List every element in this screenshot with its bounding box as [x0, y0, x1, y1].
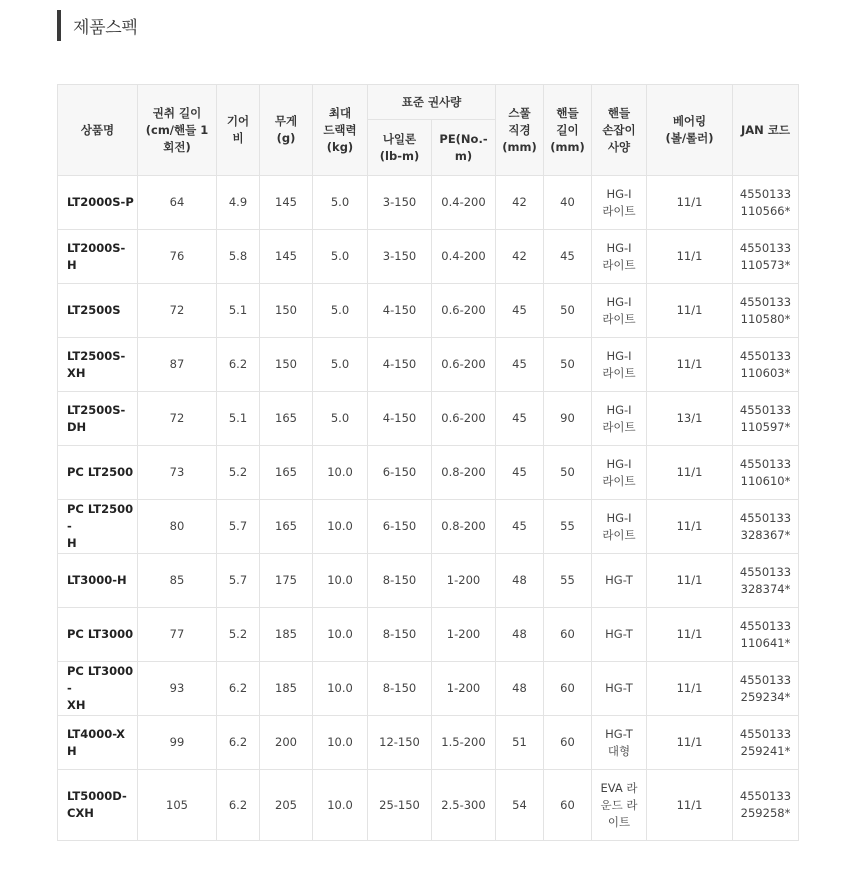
cell-spool-diameter: 48 — [496, 554, 544, 608]
cell-nylon: 12-150 — [368, 716, 432, 770]
cell-retrieve: 72 — [138, 392, 217, 446]
cell-retrieve: 93 — [138, 662, 217, 716]
cell-jan-code: 4550133 328367* — [733, 500, 799, 554]
cell-retrieve: 72 — [138, 284, 217, 338]
header-spool-diameter: 스풀 직경 (mm) — [496, 85, 544, 176]
header-nylon: 나일론 (lb-m) — [368, 120, 432, 176]
cell-jan-code: 4550133 259241* — [733, 716, 799, 770]
header-bearing: 베어링 (볼/롤러) — [647, 85, 733, 176]
cell-max-drag: 10.0 — [313, 662, 368, 716]
cell-jan-code: 4550133 110566* — [733, 176, 799, 230]
cell-bearing: 11/1 — [647, 716, 733, 770]
cell-nylon: 3-150 — [368, 230, 432, 284]
table-row — [58, 500, 799, 554]
cell-handle-knob: EVA 라 운드 라 이트 — [592, 770, 647, 841]
cell-spool-diameter: 45 — [496, 392, 544, 446]
cell-pe: 0.8-200 — [432, 500, 496, 554]
cell-weight: 165 — [260, 500, 313, 554]
cell-jan-code: 4550133 110573* — [733, 230, 799, 284]
cell-gear-ratio: 5.1 — [217, 284, 260, 338]
cell-bearing: 11/1 — [647, 446, 733, 500]
cell-model: PC LT2500 — [58, 446, 138, 500]
cell-nylon: 25-150 — [368, 770, 432, 841]
cell-bearing: 11/1 — [647, 176, 733, 230]
table-row — [58, 176, 799, 230]
cell-bearing: 11/1 — [647, 500, 733, 554]
cell-pe: 0.8-200 — [432, 446, 496, 500]
cell-bearing: 11/1 — [647, 608, 733, 662]
cell-retrieve: 77 — [138, 608, 217, 662]
cell-model: LT2000S-P — [58, 176, 138, 230]
cell-pe: 0.4-200 — [432, 176, 496, 230]
cell-nylon: 6-150 — [368, 500, 432, 554]
cell-max-drag: 5.0 — [313, 284, 368, 338]
cell-nylon: 8-150 — [368, 662, 432, 716]
cell-model: LT4000-XH — [58, 716, 138, 770]
cell-jan-code: 4550133 110641* — [733, 608, 799, 662]
cell-gear-ratio: 6.2 — [217, 770, 260, 841]
cell-gear-ratio: 5.7 — [217, 500, 260, 554]
cell-handle-knob: HG-I 라이트 — [592, 446, 647, 500]
cell-max-drag: 10.0 — [313, 500, 368, 554]
cell-retrieve: 99 — [138, 716, 217, 770]
cell-retrieve: 73 — [138, 446, 217, 500]
cell-gear-ratio: 5.2 — [217, 446, 260, 500]
header-handle-length: 핸들 길이 (mm) — [544, 85, 592, 176]
table-row — [58, 608, 799, 662]
cell-nylon: 3-150 — [368, 176, 432, 230]
header-jan-code: JAN 코드 — [733, 85, 799, 176]
cell-jan-code: 4550133 110603* — [733, 338, 799, 392]
header-line-capacity: 표준 권사량 — [368, 85, 496, 120]
cell-weight: 150 — [260, 338, 313, 392]
cell-nylon: 8-150 — [368, 554, 432, 608]
cell-weight: 165 — [260, 446, 313, 500]
cell-handle-length: 60 — [544, 662, 592, 716]
cell-model: LT5000D- CXH — [58, 770, 138, 841]
cell-retrieve: 80 — [138, 500, 217, 554]
cell-model: PC LT3000 — [58, 608, 138, 662]
cell-model: PC LT2500- H — [58, 500, 138, 554]
cell-pe: 2.5-300 — [432, 770, 496, 841]
header-retrieve: 권취 길이 (cm/핸들 1 회전) — [138, 85, 217, 176]
cell-max-drag: 5.0 — [313, 392, 368, 446]
cell-weight: 145 — [260, 230, 313, 284]
cell-model: LT2000S-H — [58, 230, 138, 284]
cell-handle-knob: HG-I 라이트 — [592, 500, 647, 554]
header-model: 상품명 — [58, 85, 138, 176]
table-row — [58, 230, 799, 284]
cell-handle-knob: HG-T — [592, 662, 647, 716]
table-row — [58, 716, 799, 770]
cell-handle-knob: HG-I 라이트 — [592, 284, 647, 338]
cell-handle-knob: HG-T 대형 — [592, 716, 647, 770]
cell-max-drag: 5.0 — [313, 176, 368, 230]
cell-handle-length: 40 — [544, 176, 592, 230]
cell-pe: 0.4-200 — [432, 230, 496, 284]
cell-handle-length: 55 — [544, 554, 592, 608]
cell-handle-length: 45 — [544, 230, 592, 284]
cell-spool-diameter: 45 — [496, 284, 544, 338]
table-row — [58, 554, 799, 608]
cell-retrieve: 76 — [138, 230, 217, 284]
cell-pe: 1.5-200 — [432, 716, 496, 770]
cell-spool-diameter: 45 — [496, 500, 544, 554]
cell-handle-length: 90 — [544, 392, 592, 446]
cell-nylon: 4-150 — [368, 338, 432, 392]
cell-model: LT2500S — [58, 284, 138, 338]
cell-handle-length: 50 — [544, 284, 592, 338]
cell-bearing: 11/1 — [647, 770, 733, 841]
cell-spool-diameter: 42 — [496, 230, 544, 284]
cell-model: PC LT3000- XH — [58, 662, 138, 716]
cell-gear-ratio: 5.8 — [217, 230, 260, 284]
cell-max-drag: 10.0 — [313, 554, 368, 608]
cell-max-drag: 5.0 — [313, 338, 368, 392]
cell-handle-length: 60 — [544, 608, 592, 662]
cell-nylon: 4-150 — [368, 284, 432, 338]
cell-max-drag: 10.0 — [313, 446, 368, 500]
cell-weight: 185 — [260, 608, 313, 662]
cell-handle-knob: HG-T — [592, 608, 647, 662]
cell-weight: 185 — [260, 662, 313, 716]
cell-jan-code: 4550133 110580* — [733, 284, 799, 338]
cell-retrieve: 85 — [138, 554, 217, 608]
cell-retrieve: 87 — [138, 338, 217, 392]
cell-weight: 205 — [260, 770, 313, 841]
cell-retrieve: 64 — [138, 176, 217, 230]
header-weight: 무게 (g) — [260, 85, 313, 176]
cell-gear-ratio: 6.2 — [217, 716, 260, 770]
section-heading — [57, 10, 138, 41]
cell-handle-knob: HG-I 라이트 — [592, 392, 647, 446]
cell-nylon: 8-150 — [368, 608, 432, 662]
header-gear-ratio: 기어 비 — [217, 85, 260, 176]
cell-gear-ratio: 4.9 — [217, 176, 260, 230]
table-row — [58, 338, 799, 392]
cell-jan-code: 4550133 110597* — [733, 392, 799, 446]
cell-model: LT2500S- XH — [58, 338, 138, 392]
cell-bearing: 11/1 — [647, 230, 733, 284]
heading-accent-bar — [57, 10, 61, 41]
header-pe: PE(No.- m) — [432, 120, 496, 176]
cell-weight: 175 — [260, 554, 313, 608]
header-max-drag: 최대 드랙력 (kg) — [313, 85, 368, 176]
cell-bearing: 11/1 — [647, 284, 733, 338]
cell-bearing: 11/1 — [647, 554, 733, 608]
cell-handle-length: 60 — [544, 716, 592, 770]
cell-weight: 200 — [260, 716, 313, 770]
cell-spool-diameter: 54 — [496, 770, 544, 841]
spec-table-body — [58, 176, 799, 841]
cell-bearing: 11/1 — [647, 662, 733, 716]
cell-weight: 145 — [260, 176, 313, 230]
table-row — [58, 446, 799, 500]
cell-model: LT2500S- DH — [58, 392, 138, 446]
cell-gear-ratio: 5.2 — [217, 608, 260, 662]
cell-spool-diameter: 42 — [496, 176, 544, 230]
cell-handle-length: 50 — [544, 338, 592, 392]
cell-jan-code: 4550133 259234* — [733, 662, 799, 716]
cell-pe: 0.6-200 — [432, 338, 496, 392]
cell-gear-ratio: 5.1 — [217, 392, 260, 446]
cell-handle-knob: HG-I 라이트 — [592, 176, 647, 230]
cell-max-drag: 10.0 — [313, 716, 368, 770]
cell-pe: 0.6-200 — [432, 392, 496, 446]
cell-max-drag: 10.0 — [313, 770, 368, 841]
header-handle-knob: 핸들 손잡이 사양 — [592, 85, 647, 176]
cell-max-drag: 5.0 — [313, 230, 368, 284]
spec-table — [57, 84, 799, 841]
cell-weight: 165 — [260, 392, 313, 446]
cell-pe: 0.6-200 — [432, 284, 496, 338]
cell-handle-knob: HG-T — [592, 554, 647, 608]
cell-nylon: 4-150 — [368, 392, 432, 446]
cell-spool-diameter: 45 — [496, 338, 544, 392]
cell-bearing: 13/1 — [647, 392, 733, 446]
cell-handle-knob: HG-I 라이트 — [592, 338, 647, 392]
table-row — [58, 392, 799, 446]
cell-model: LT3000-H — [58, 554, 138, 608]
cell-gear-ratio: 6.2 — [217, 338, 260, 392]
cell-pe: 1-200 — [432, 662, 496, 716]
cell-max-drag: 10.0 — [313, 608, 368, 662]
table-row — [58, 284, 799, 338]
cell-gear-ratio: 5.7 — [217, 554, 260, 608]
cell-handle-length: 60 — [544, 770, 592, 841]
cell-pe: 1-200 — [432, 554, 496, 608]
table-row — [58, 770, 799, 841]
cell-nylon: 6-150 — [368, 446, 432, 500]
cell-spool-diameter: 48 — [496, 662, 544, 716]
cell-bearing: 11/1 — [647, 338, 733, 392]
cell-jan-code: 4550133 259258* — [733, 770, 799, 841]
cell-gear-ratio: 6.2 — [217, 662, 260, 716]
spec-table-header — [58, 85, 799, 176]
cell-handle-length: 50 — [544, 446, 592, 500]
cell-handle-knob: HG-I 라이트 — [592, 230, 647, 284]
cell-weight: 150 — [260, 284, 313, 338]
table-row — [58, 662, 799, 716]
cell-pe: 1-200 — [432, 608, 496, 662]
cell-spool-diameter: 45 — [496, 446, 544, 500]
cell-jan-code: 4550133 328374* — [733, 554, 799, 608]
cell-retrieve: 105 — [138, 770, 217, 841]
cell-spool-diameter: 51 — [496, 716, 544, 770]
section-title: 제품스펙 — [73, 18, 138, 38]
cell-spool-diameter: 48 — [496, 608, 544, 662]
cell-handle-length: 55 — [544, 500, 592, 554]
cell-jan-code: 4550133 110610* — [733, 446, 799, 500]
